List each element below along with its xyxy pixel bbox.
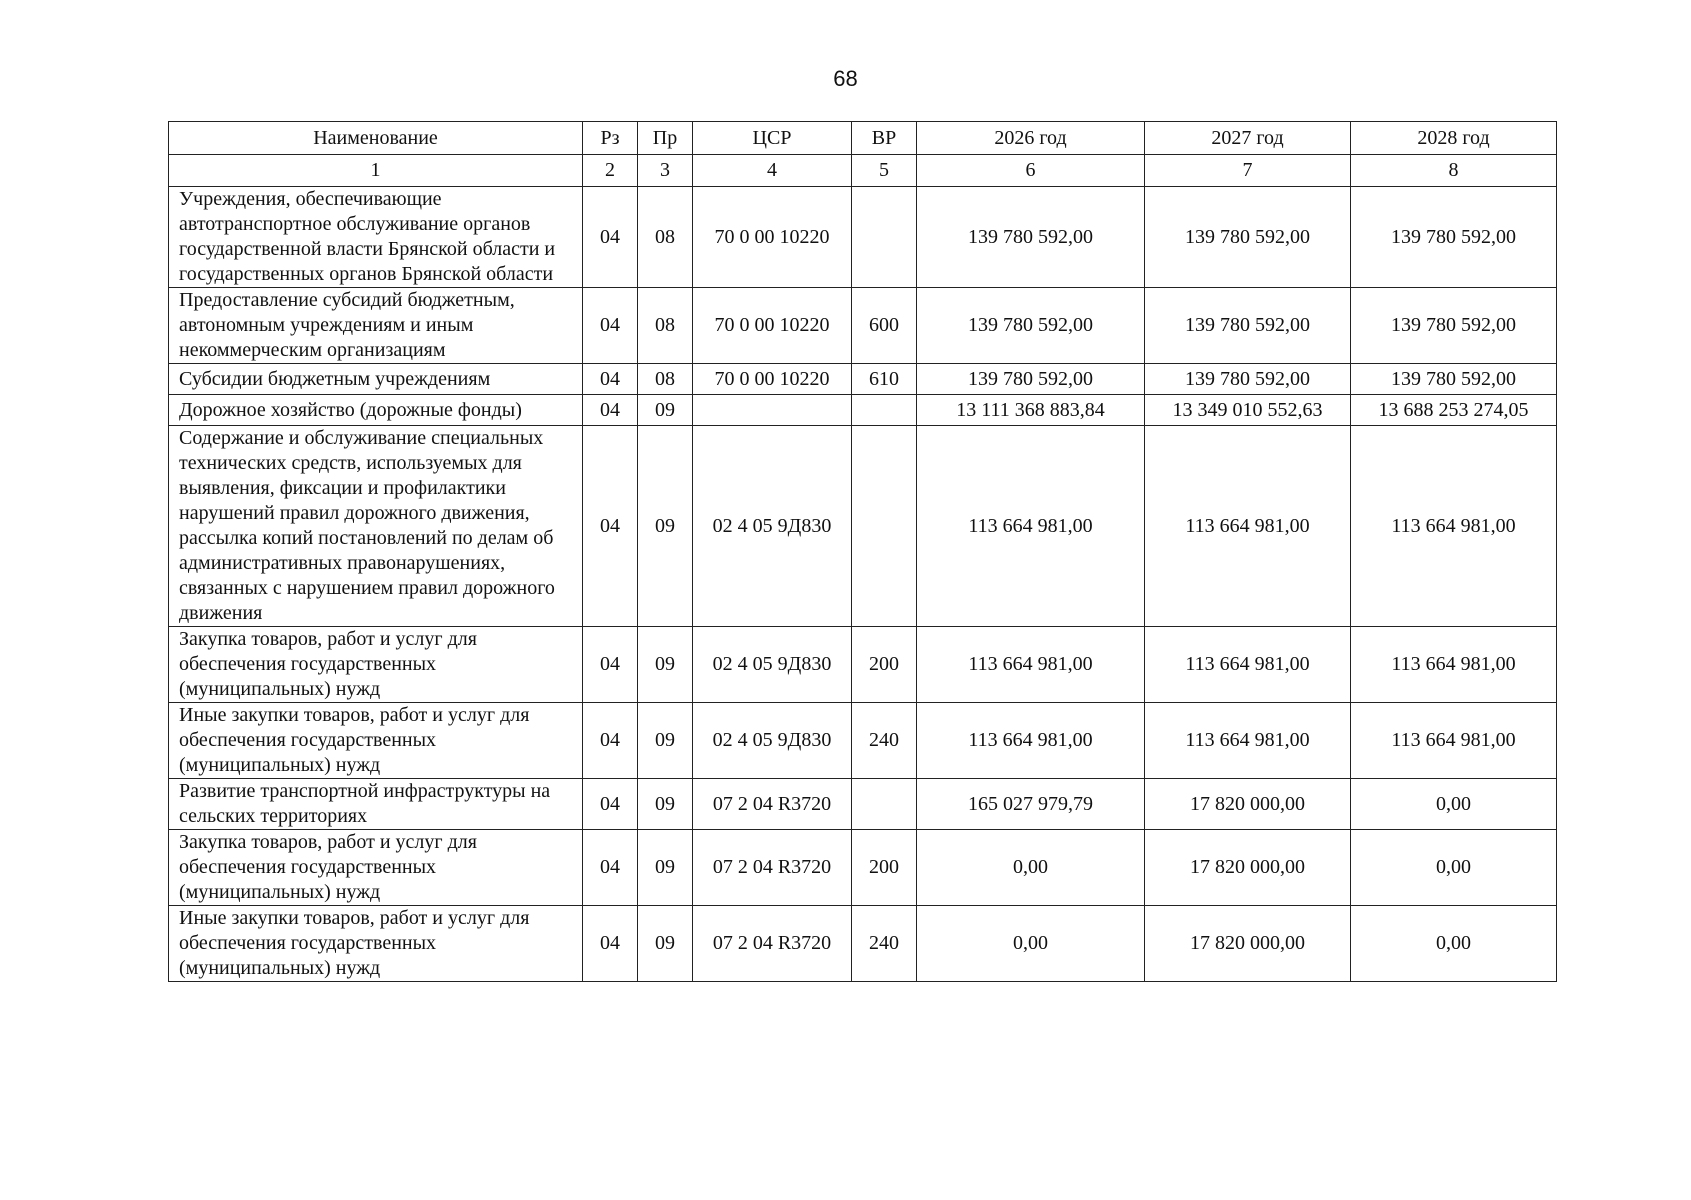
row-csr: 07 2 04 R3720: [693, 779, 852, 830]
row-pr: 08: [638, 364, 693, 395]
row-rz: 04: [583, 364, 638, 395]
table-row: [169, 779, 1557, 830]
table-row: [169, 364, 1557, 395]
row-vr: [852, 395, 917, 426]
row-pr: 09: [638, 703, 693, 779]
row-amount-2027: 113 664 981,00: [1145, 627, 1351, 703]
table-row: [169, 703, 1557, 779]
page-number: 68: [833, 66, 858, 91]
row-name: Содержание и обслуживание специальных технических средств, используемых для выявления, фиксации и профилактики нарушений правил дорожного движения, рассылка копий постановлений по делам об административных правонарушениях, связанных с нарушением правил дорожного движения: [169, 426, 583, 627]
budget-table: [168, 121, 1557, 982]
row-name: Развитие транспортной инфраструктуры на сельских территориях: [169, 779, 583, 830]
row-amount-2027: 113 664 981,00: [1145, 426, 1351, 627]
header-rz: Рз: [583, 122, 638, 155]
row-vr: 610: [852, 364, 917, 395]
row-amount-2026: 113 664 981,00: [917, 627, 1145, 703]
row-rz: 04: [583, 779, 638, 830]
row-name: Учреждения, обеспечивающие автотранспортное обслуживание органов государственной власти Брянской области и государственных органов Брянской области: [169, 187, 583, 288]
row-pr: 08: [638, 288, 693, 364]
row-vr: [852, 779, 917, 830]
row-vr: 200: [852, 830, 917, 906]
row-rz: 04: [583, 627, 638, 703]
row-rz: 04: [583, 703, 638, 779]
row-amount-2027: 113 664 981,00: [1145, 703, 1351, 779]
row-amount-2026: 0,00: [917, 906, 1145, 982]
row-csr: 02 4 05 9Д830: [693, 703, 852, 779]
row-csr: 02 4 05 9Д830: [693, 426, 852, 627]
row-name: Иные закупки товаров, работ и услуг для обеспечения государственных (муниципальных) нужд: [169, 703, 583, 779]
column-number: 6: [917, 155, 1145, 187]
table-row: [169, 627, 1557, 703]
row-csr: 02 4 05 9Д830: [693, 627, 852, 703]
row-name: Дорожное хозяйство (дорожные фонды): [169, 395, 583, 426]
row-pr: 09: [638, 906, 693, 982]
row-vr: 240: [852, 703, 917, 779]
row-amount-2026: 13 111 368 883,84: [917, 395, 1145, 426]
row-amount-2028: 139 780 592,00: [1351, 187, 1557, 288]
row-csr: [693, 395, 852, 426]
header-pr: Пр: [638, 122, 693, 155]
row-amount-2028: 0,00: [1351, 830, 1557, 906]
row-vr: [852, 426, 917, 627]
row-vr: 600: [852, 288, 917, 364]
row-pr: 09: [638, 627, 693, 703]
row-name: Закупка товаров, работ и услуг для обеспечения государственных (муниципальных) нужд: [169, 627, 583, 703]
row-rz: 04: [583, 395, 638, 426]
row-csr: 07 2 04 R3720: [693, 830, 852, 906]
row-amount-2028: 139 780 592,00: [1351, 364, 1557, 395]
column-number: 8: [1351, 155, 1557, 187]
header-2026: 2026 год: [917, 122, 1145, 155]
row-csr: 07 2 04 R3720: [693, 906, 852, 982]
column-number: 4: [693, 155, 852, 187]
table-row: [169, 830, 1557, 906]
header-2027: 2027 год: [1145, 122, 1351, 155]
row-amount-2026: 165 027 979,79: [917, 779, 1145, 830]
row-vr: 240: [852, 906, 917, 982]
row-amount-2027: 13 349 010 552,63: [1145, 395, 1351, 426]
row-amount-2026: 113 664 981,00: [917, 426, 1145, 627]
table-row: [169, 288, 1557, 364]
column-numbers-row: [169, 155, 1557, 187]
table-row: [169, 906, 1557, 982]
header-2028: 2028 год: [1351, 122, 1557, 155]
row-name: Иные закупки товаров, работ и услуг для обеспечения государственных (муниципальных) нужд: [169, 906, 583, 982]
row-vr: 200: [852, 627, 917, 703]
header-name: Наименование: [169, 122, 583, 155]
header-vr: ВР: [852, 122, 917, 155]
column-number: 3: [638, 155, 693, 187]
row-amount-2026: 113 664 981,00: [917, 703, 1145, 779]
row-name: Закупка товаров, работ и услуг для обеспечения государственных (муниципальных) нужд: [169, 830, 583, 906]
row-amount-2027: 139 780 592,00: [1145, 187, 1351, 288]
row-amount-2026: 139 780 592,00: [917, 288, 1145, 364]
row-pr: 09: [638, 426, 693, 627]
row-rz: 04: [583, 187, 638, 288]
row-amount-2027: 139 780 592,00: [1145, 288, 1351, 364]
column-number: 7: [1145, 155, 1351, 187]
table-row: [169, 395, 1557, 426]
row-csr: 70 0 00 10220: [693, 288, 852, 364]
row-amount-2028: 0,00: [1351, 906, 1557, 982]
column-number: 1: [169, 155, 583, 187]
row-rz: 04: [583, 288, 638, 364]
column-number: 2: [583, 155, 638, 187]
header-csr: ЦСР: [693, 122, 852, 155]
row-amount-2027: 17 820 000,00: [1145, 906, 1351, 982]
column-number: 5: [852, 155, 917, 187]
row-name: Предоставление субсидий бюджетным, автономным учреждениям и иным некоммерческим организациям: [169, 288, 583, 364]
row-amount-2028: 113 664 981,00: [1351, 627, 1557, 703]
table-row: [169, 426, 1557, 627]
row-amount-2027: 17 820 000,00: [1145, 830, 1351, 906]
row-amount-2026: 139 780 592,00: [917, 187, 1145, 288]
row-amount-2026: 0,00: [917, 830, 1145, 906]
row-csr: 70 0 00 10220: [693, 187, 852, 288]
row-amount-2026: 139 780 592,00: [917, 364, 1145, 395]
header-row: [169, 122, 1557, 155]
row-pr: 09: [638, 830, 693, 906]
row-rz: 04: [583, 426, 638, 627]
row-amount-2028: 0,00: [1351, 779, 1557, 830]
row-amount-2028: 113 664 981,00: [1351, 426, 1557, 627]
row-pr: 08: [638, 187, 693, 288]
row-amount-2027: 139 780 592,00: [1145, 364, 1351, 395]
row-pr: 09: [638, 395, 693, 426]
row-amount-2027: 17 820 000,00: [1145, 779, 1351, 830]
row-vr: [852, 187, 917, 288]
row-amount-2028: 139 780 592,00: [1351, 288, 1557, 364]
row-rz: 04: [583, 906, 638, 982]
row-name: Субсидии бюджетным учреждениям: [169, 364, 583, 395]
row-pr: 09: [638, 779, 693, 830]
table-row: [169, 187, 1557, 288]
row-amount-2028: 13 688 253 274,05: [1351, 395, 1557, 426]
row-amount-2028: 113 664 981,00: [1351, 703, 1557, 779]
row-csr: 70 0 00 10220: [693, 364, 852, 395]
row-rz: 04: [583, 830, 638, 906]
